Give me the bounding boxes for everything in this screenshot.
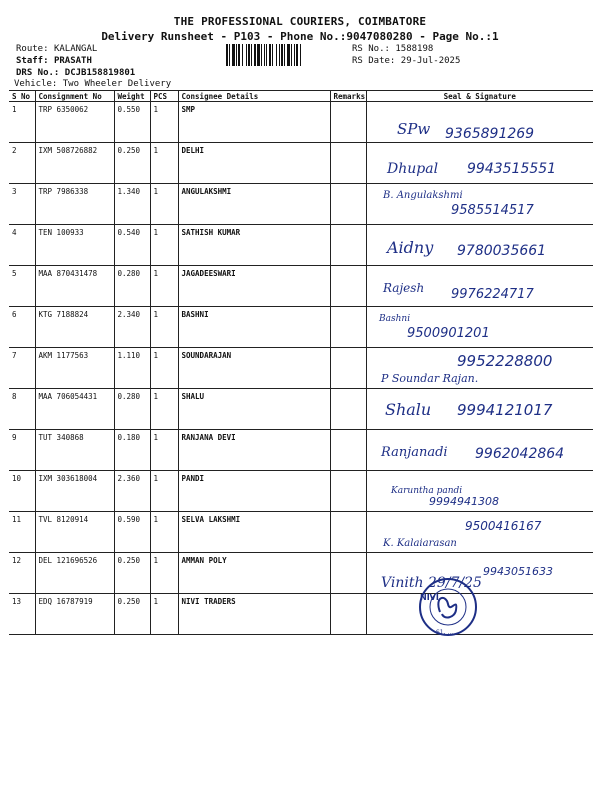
row-consignee: SHALU [178,389,330,430]
row-seal-signature [366,307,593,348]
drs-label: DRS No.: [16,68,60,78]
signature-name: Rajesh [382,281,424,295]
signature-name: Shalu [384,400,431,419]
row-seal-signature [366,184,593,225]
table-row [9,225,593,266]
row-sno: 2 [9,143,35,184]
table-row [9,143,593,184]
signature-name: Dhupal [386,161,438,177]
signature-phone: 9500416167 [464,519,541,533]
row-consignment-no: MAA 870431478 [35,266,114,307]
rs-date-label: RS Date: [352,56,396,66]
row-remarks [330,471,366,512]
rs-no-label: RS No.: [352,44,390,54]
header-seal: Seal & Signature [366,91,593,102]
header-weight: Weight [114,91,150,102]
row-remarks [330,143,366,184]
row-weight: 0.250 [114,143,150,184]
signature-name: Vinith 29/7/25 [380,575,482,591]
row-sno: 13 [9,594,35,635]
row-consignee: JAGADEESWARI [178,266,330,307]
signature-name: Aidny [386,238,433,257]
row-seal-signature [366,512,593,553]
row-remarks [330,430,366,471]
signature-phone: 9976224717 [450,287,534,302]
stamp-top-text: NIVI [420,593,439,602]
row-consignee: NIVI TRADERS [178,594,330,635]
runsheet-subtitle: Delivery Runsheet - P103 - Phone No.:9047080280 - Page No.:1 [101,30,499,43]
table-row [9,471,593,512]
row-weight: 1.110 [114,348,150,389]
row-pcs: 1 [150,348,178,389]
row-weight: 0.250 [114,594,150,635]
signature-phone: 9994941308 [428,495,499,508]
row-remarks [330,225,366,266]
row-consignment-no: TRP 6350062 [35,102,114,143]
row-pcs: 1 [150,225,178,266]
row-weight: 0.280 [114,389,150,430]
row-weight: 0.540 [114,225,150,266]
row-remarks [330,594,366,635]
row-consignee: PANDI [178,471,330,512]
table-row [9,512,593,553]
row-consignment-no: TEN 100933 [35,225,114,266]
handwritten-signature [367,307,594,347]
row-consignment-no: TVL 8120914 [35,512,114,553]
signature-phone: 9365891269 [444,126,534,142]
header-sno: S No [9,91,35,102]
table-row [9,430,593,471]
row-weight: 0.250 [114,553,150,594]
handwritten-signature [367,389,594,429]
row-consignment-no: DEL 121696526 [35,553,114,594]
signature-phone: 9994121017 [456,401,552,419]
row-weight: 0.550 [114,102,150,143]
runsheet-table [9,90,593,635]
handwritten-signature [367,102,594,142]
row-weight: 0.590 [114,512,150,553]
signature-name: P Soundar Rajan. [380,372,478,385]
row-consignment-no: EDQ 16787919 [35,594,114,635]
row-weight: 2.340 [114,307,150,348]
row-weight: 0.280 [114,266,150,307]
table-row [9,102,593,143]
signature-name: SPw [396,120,430,138]
signature-phone: 9943515551 [466,161,556,177]
row-pcs: 1 [150,553,178,594]
row-seal-signature [366,389,593,430]
row-pcs: 1 [150,512,178,553]
row-sno: 9 [9,430,35,471]
stamp-bottom-text: S1, ... [436,629,454,636]
row-consignee: RANJANA DEVI [178,430,330,471]
row-consignee: ANGULAKSHMI [178,184,330,225]
table-row [9,307,593,348]
header-consignee: Consignee Details [178,91,330,102]
row-weight: 2.360 [114,471,150,512]
signature-name: Ranjanadi [380,445,448,460]
row-pcs: 1 [150,430,178,471]
row-consignment-no: TRP 7986338 [35,184,114,225]
row-seal-signature [366,225,593,266]
row-seal-signature [366,430,593,471]
row-seal-signature [366,266,593,307]
table-row [9,594,593,635]
row-consignment-no: KTG 7188824 [35,307,114,348]
signature-name: Bashni [378,314,410,324]
row-seal-signature [366,143,593,184]
row-sno: 4 [9,225,35,266]
row-sno: 8 [9,389,35,430]
rs-no-line [352,44,433,55]
row-consignee: BASHNI [178,307,330,348]
header-remarks: Remarks [330,91,366,102]
row-remarks [330,307,366,348]
row-sno: 12 [9,553,35,594]
row-consignee: SATHISH KUMAR [178,225,330,266]
staff-line [16,56,92,67]
row-remarks [330,389,366,430]
row-pcs: 1 [150,389,178,430]
table-row [9,184,593,225]
row-seal-signature [366,102,593,143]
staff-value: PRASATH [53,56,92,66]
row-remarks [330,102,366,143]
row-consignment-no: MAA 706054431 [35,389,114,430]
table-row [9,389,593,430]
company-title: THE PROFESSIONAL COURIERS, COIMBATORE [173,15,427,28]
handwritten-signature [367,512,594,552]
row-seal-signature [366,471,593,512]
signature-name: B. Angulakshmi [382,190,463,201]
table-row [9,348,593,389]
row-consignee: SMP [178,102,330,143]
signature-phone: 9780035661 [456,243,546,259]
row-sno: 7 [9,348,35,389]
row-pcs: 1 [150,184,178,225]
row-consignee: SOUNDARAJAN [178,348,330,389]
vehicle-line: Vehicle: Two Wheeler Delivery [14,79,172,89]
signature-phone: 9952228800 [456,352,552,370]
stamp-signature-scribble [438,598,456,618]
row-weight: 0.180 [114,430,150,471]
route-line [16,44,97,55]
barcode [226,44,346,66]
signature-phone: 9943051633 [482,565,553,578]
row-remarks [330,553,366,594]
signature-name: K. Kalaiarasan [382,538,457,549]
row-sno: 6 [9,307,35,348]
handwritten-signature [367,430,594,470]
row-pcs: 1 [150,102,178,143]
handwritten-signature [367,184,594,224]
row-pcs: 1 [150,143,178,184]
row-remarks [330,348,366,389]
row-consignee: DELHI [178,143,330,184]
row-seal-signature [366,348,593,389]
row-consignment-no: IXM 303618004 [35,471,114,512]
handwritten-signature [367,143,594,183]
row-pcs: 1 [150,307,178,348]
handwritten-signature [367,348,594,388]
row-remarks [330,184,366,225]
signature-phone: 9585514517 [450,203,534,218]
row-sno: 11 [9,512,35,553]
row-sno: 3 [9,184,35,225]
table-row [9,266,593,307]
drs-value: DCJB158819801 [64,68,136,78]
table-header-row [9,91,593,102]
row-pcs: 1 [150,594,178,635]
row-sno: 1 [9,102,35,143]
row-consignee: SELVA LAKSHMI [178,512,330,553]
handwritten-signature [367,225,594,265]
staff-label: Staff: [16,56,49,66]
row-remarks [330,512,366,553]
handwritten-signature [367,266,594,306]
header-consignment: Consignment No [35,91,114,102]
drs-line [16,68,135,79]
row-remarks [330,266,366,307]
row-sno: 5 [9,266,35,307]
row-consignment-no: AKM 1177563 [35,348,114,389]
signature-phone: 9500901201 [406,326,490,341]
table-row [9,553,593,594]
row-pcs: 1 [150,266,178,307]
route-label: Route: [16,44,49,54]
rs-no-value: 1588198 [395,44,434,54]
header-pcs: PCS [150,91,178,102]
row-consignment-no: TUT 340868 [35,430,114,471]
barcode-bar [301,44,302,66]
signature-name: Karuntha pandi [390,486,462,496]
row-consignment-no: IXM 508726882 [35,143,114,184]
rs-date-value: 29-Jul-2025 [400,56,461,66]
row-sno: 10 [9,471,35,512]
row-consignee: AMMAN POLY [178,553,330,594]
company-seal-stamp [400,576,496,638]
signature-phone: 9962042864 [474,446,564,462]
row-pcs: 1 [150,471,178,512]
route-value: KALANGAL [53,44,98,54]
rs-date-line [352,56,460,67]
handwritten-signature [367,471,594,511]
row-weight: 1.340 [114,184,150,225]
